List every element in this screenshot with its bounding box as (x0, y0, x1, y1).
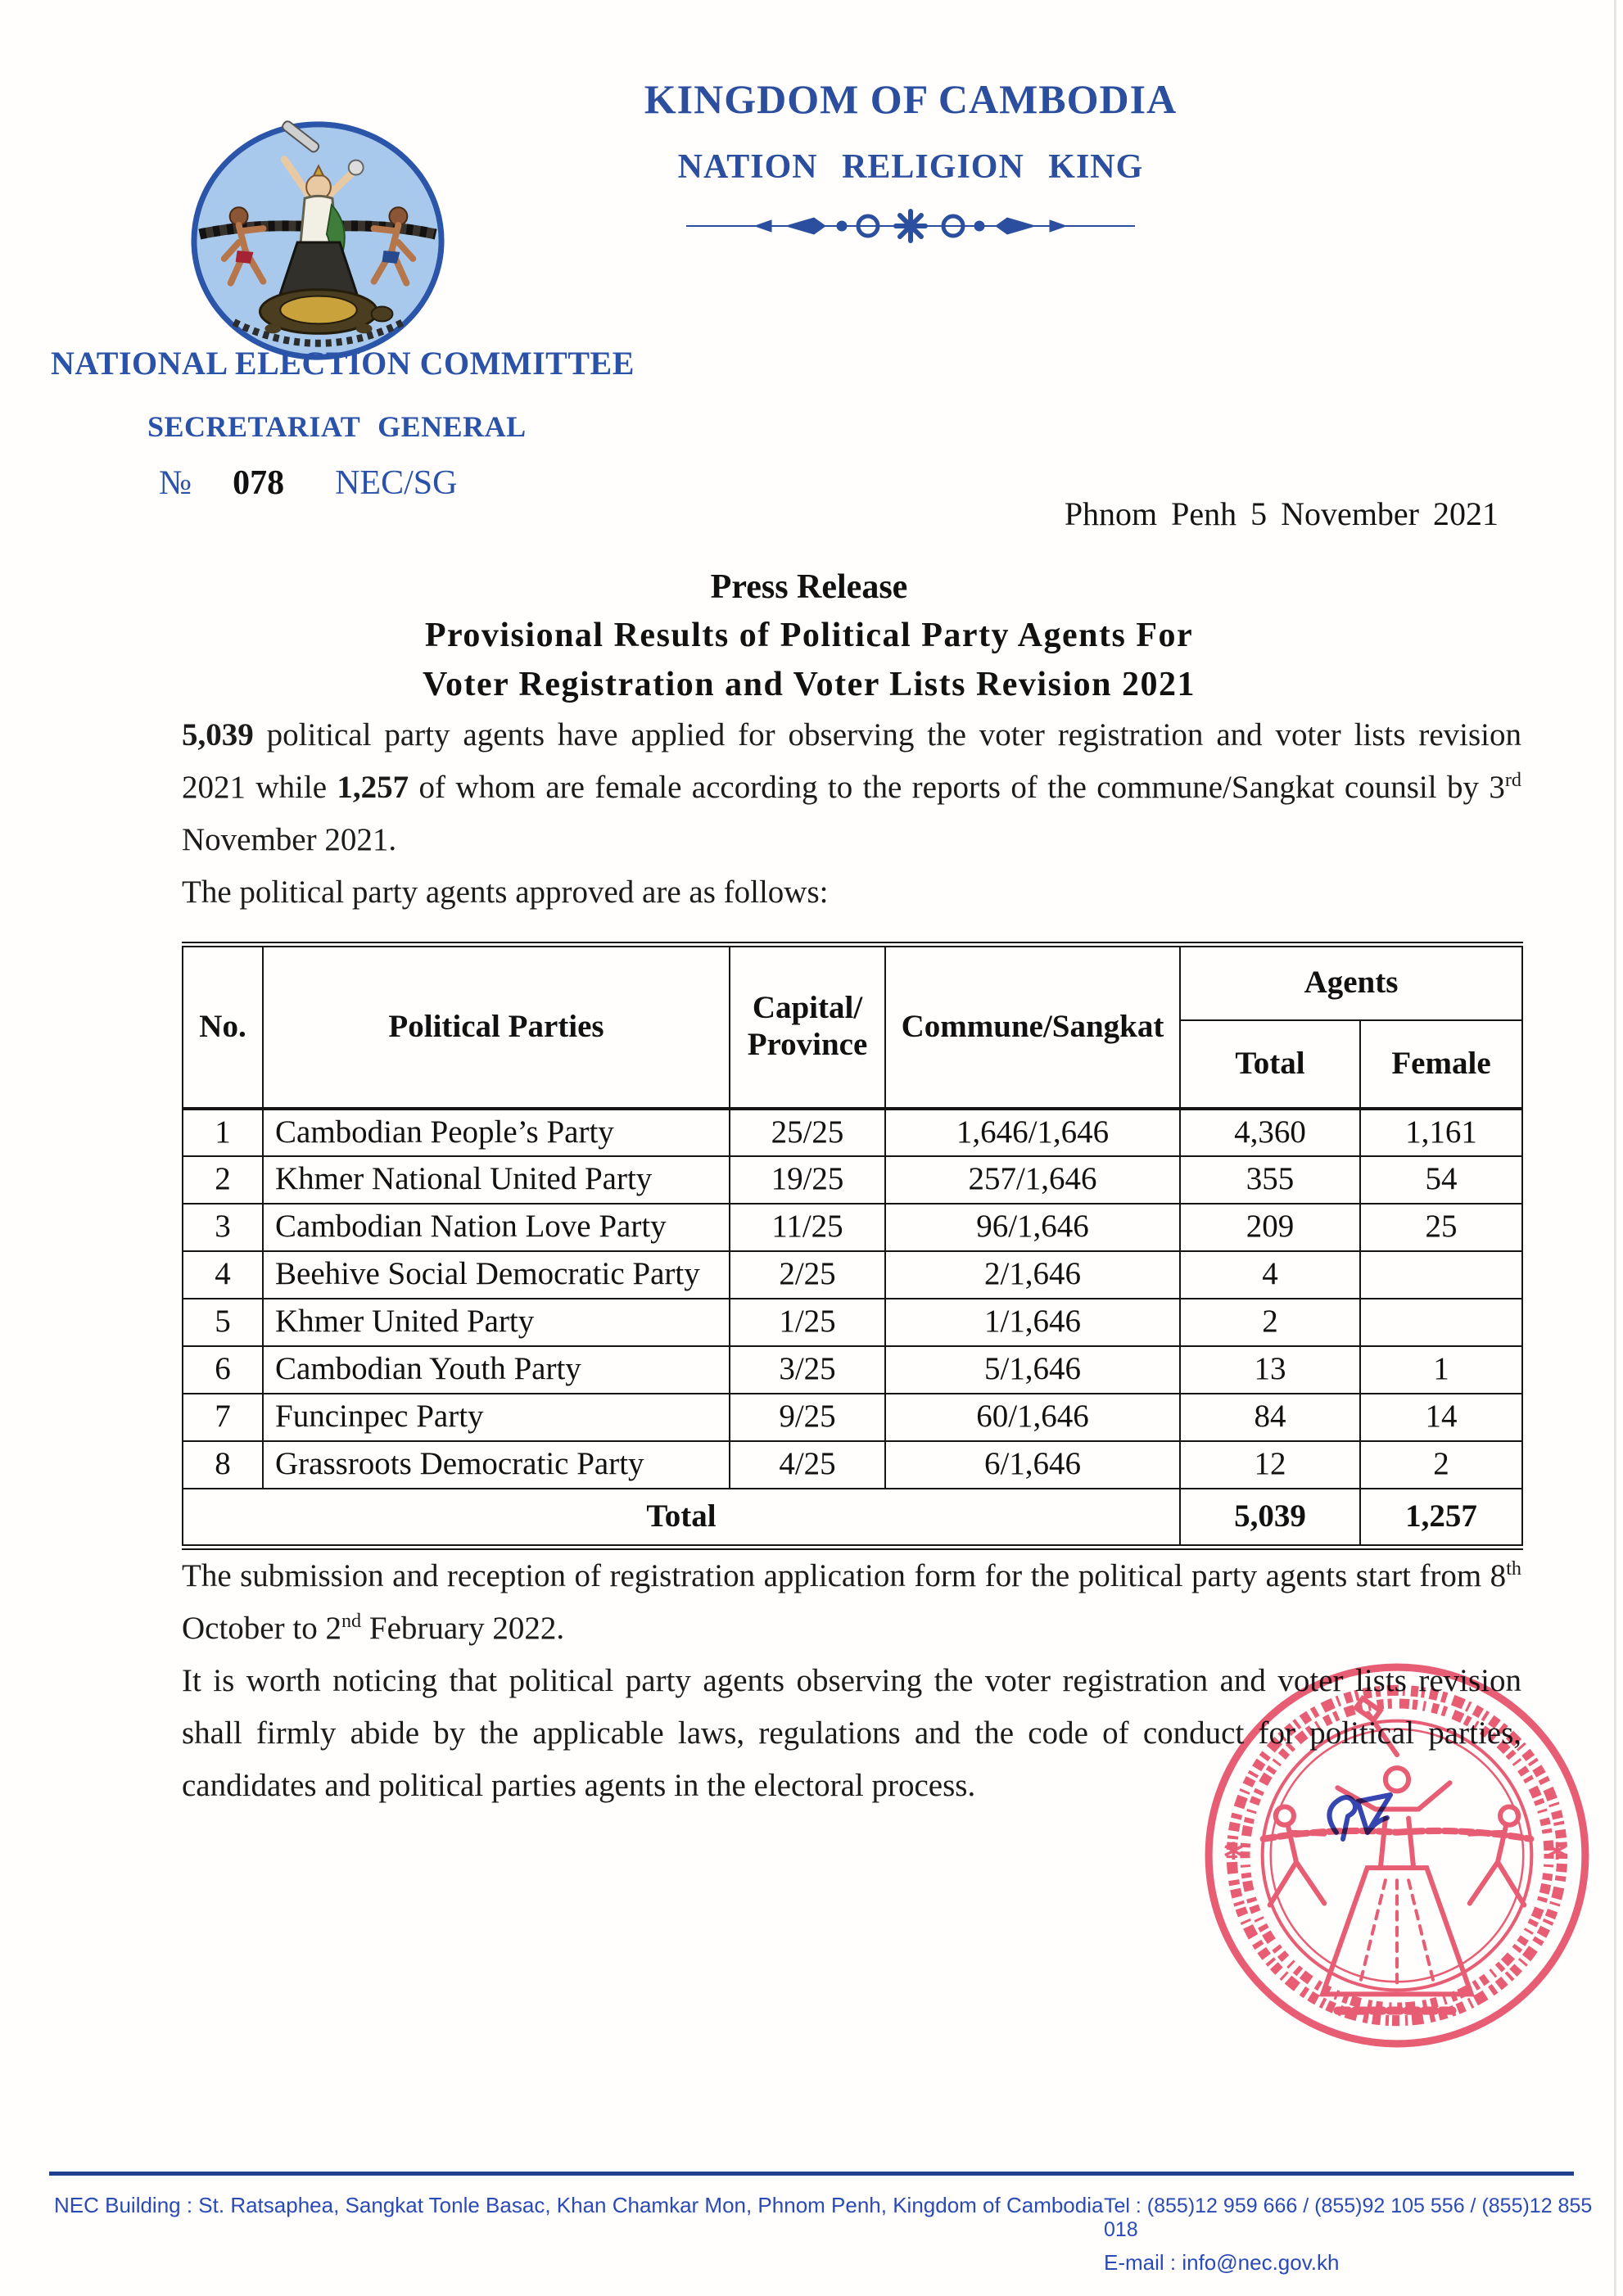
cell-commune: 5/1,646 (885, 1346, 1180, 1394)
cell-female: 1 (1360, 1346, 1522, 1394)
cell-party: Cambodian People’s Party (263, 1109, 730, 1156)
header-block (501, 75, 1320, 248)
total-agents-value: 5,039 (1180, 1489, 1360, 1548)
cell-commune: 2/1,646 (885, 1251, 1180, 1299)
document-number (159, 463, 457, 503)
table-header-row-1 (183, 945, 1522, 1020)
cell-commune: 6/1,646 (885, 1441, 1180, 1489)
cell-commune: 1/1,646 (885, 1299, 1180, 1346)
footer-address: NEC Building : St. Ratsaphea, Sangkat Tonle Basac, Khan Chamkar Mon, Phnom Penh, Kingdom of Cambodia (54, 2193, 1104, 2217)
paragraph-1-text: political party agents have applied for observing the voter registration and voter lists revision 2021 while (182, 717, 1521, 805)
cell-capital: 11/25 (730, 1204, 885, 1251)
cell-female (1360, 1251, 1522, 1299)
paragraph-1-text2: of whom are female according to the reports of the commune/Sangkat counsil by 3 (409, 770, 1505, 805)
cell-party: Khmer United Party (263, 1299, 730, 1346)
table-total-row (183, 1489, 1522, 1548)
ornamental-divider-icon (501, 208, 1320, 248)
total-label: Total (183, 1489, 1180, 1548)
header-total: Total (1180, 1020, 1360, 1109)
cell-female: 2 (1360, 1441, 1522, 1489)
table-row (183, 1251, 1522, 1299)
cell-no: 1 (183, 1109, 263, 1156)
document-body (182, 563, 1521, 1812)
header-female: Female (1360, 1020, 1522, 1109)
header-capital-line1: Capital/ (752, 990, 863, 1026)
cell-commune: 1,646/1,646 (885, 1109, 1180, 1156)
svg-text:*: * (1547, 1835, 1567, 1880)
title-line1: Press Release (710, 568, 908, 606)
cell-total: 13 (1180, 1346, 1360, 1394)
cell-total: 209 (1180, 1204, 1360, 1251)
footer-telephone: Tel : (855)12 959 666 / (855)92 105 556 / (855)12 855 018 (1104, 2194, 1593, 2241)
press-release-title (139, 563, 1479, 709)
header-capital-province (730, 945, 885, 1109)
doc-no-suffix: NEC/SG (335, 464, 458, 502)
doc-no-symbol: № (159, 464, 192, 502)
cell-female: 1,161 (1360, 1109, 1522, 1156)
ordinal-superscript: th (1506, 1557, 1521, 1580)
paragraph-3-text2: October to 2 (182, 1611, 341, 1646)
paragraph-1-text3: November 2021. (182, 822, 397, 857)
party-agents-table (182, 942, 1523, 1550)
cell-female (1360, 1299, 1522, 1346)
cell-female: 25 (1360, 1204, 1522, 1251)
secretariat-title: SECRETARIAT GENERAL (147, 410, 527, 443)
ordinal-superscript: rd (1504, 769, 1521, 791)
kingdom-title: KINGDOM OF CAMBODIA (644, 76, 1178, 122)
agents-female-number: 1,257 (337, 770, 409, 805)
header-no: No. (183, 945, 263, 1109)
cell-female: 14 (1360, 1394, 1522, 1441)
total-female-value: 1,257 (1360, 1489, 1522, 1548)
scan-edge-artifact (1614, 0, 1616, 2296)
cell-capital: 25/25 (730, 1109, 885, 1156)
cell-commune: 60/1,646 (885, 1394, 1180, 1441)
cell-capital: 19/25 (730, 1156, 885, 1204)
table-row (183, 1109, 1522, 1156)
cell-no: 8 (183, 1441, 263, 1489)
cell-no: 5 (183, 1299, 263, 1346)
cell-capital: 2/25 (730, 1251, 885, 1299)
cell-total: 2 (1180, 1299, 1360, 1346)
ordinal-superscript: nd (341, 1610, 362, 1632)
cell-female: 54 (1360, 1156, 1522, 1204)
cell-total: 84 (1180, 1394, 1360, 1441)
cell-capital: 1/25 (730, 1299, 885, 1346)
paragraph-3-text3: February 2022. (361, 1611, 565, 1646)
table-row (183, 1156, 1522, 1204)
nec-emblem-icon (188, 120, 449, 365)
cell-party: Beehive Social Democratic Party (263, 1251, 730, 1299)
header-parties: Political Parties (263, 945, 730, 1109)
title-line3: Voter Registration and Voter Lists Revision 2021 (423, 666, 1196, 703)
title-line2: Provisional Results of Political Party Agents For (424, 617, 1194, 654)
header-capital-line2: Province (747, 1027, 868, 1063)
cell-party: Cambodian Nation Love Party (263, 1204, 730, 1251)
cell-no: 3 (183, 1204, 263, 1251)
cell-party: Grassroots Democratic Party (263, 1441, 730, 1489)
dateline: Phnom Penh 5 November 2021 (1064, 495, 1499, 532)
footer-email: E-mail : info@nec.gov.kh (1104, 2250, 1340, 2275)
cell-party: Khmer National United Party (263, 1156, 730, 1204)
cell-total: 355 (1180, 1156, 1360, 1204)
committee-title: NATIONAL ELECTION COMMITTEE (51, 345, 635, 382)
cell-total: 4 (1180, 1251, 1360, 1299)
footer-rule (49, 2172, 1574, 2176)
paragraph-3 (182, 1550, 1521, 1655)
cell-total: 12 (1180, 1441, 1360, 1489)
table-row (183, 1346, 1522, 1394)
handwritten-initials-icon (1315, 1782, 1405, 1864)
cell-commune: 96/1,646 (885, 1204, 1180, 1251)
cell-no: 4 (183, 1251, 263, 1299)
table-row (183, 1299, 1522, 1346)
table-row (183, 1394, 1522, 1441)
paragraph-4: It is worth noticing that political party agents observing the voter registration and voter lists revision shall firmly abide by the applicable laws, regulations and the code of conduct for political parties, candidates and political parties agents in the electoral process. (182, 1663, 1521, 1803)
paragraph-1 (182, 709, 1521, 866)
header-commune-sangkat: Commune/Sangkat (885, 945, 1180, 1109)
cell-total: 4,360 (1180, 1109, 1360, 1156)
cell-capital: 4/25 (730, 1441, 885, 1489)
header-agents: Agents (1180, 945, 1522, 1020)
cell-capital: 3/25 (730, 1346, 885, 1394)
cell-party: Cambodian Youth Party (263, 1346, 730, 1394)
motto-title: NATION RELIGION KING (677, 148, 1144, 186)
cell-party: Funcinpec Party (263, 1394, 730, 1441)
cell-no: 7 (183, 1394, 263, 1441)
cell-capital: 9/25 (730, 1394, 885, 1441)
doc-no-value: 078 (233, 464, 285, 502)
cell-no: 6 (183, 1346, 263, 1394)
paragraph-3-text: The submission and reception of registration application form for the political party agents start from 8 (182, 1558, 1507, 1593)
svg-text:*: * (1223, 1835, 1244, 1880)
table-row (183, 1441, 1522, 1489)
agents-total-number: 5,039 (182, 717, 254, 753)
table-row (183, 1204, 1522, 1251)
cell-no: 2 (183, 1156, 263, 1204)
cell-commune: 257/1,646 (885, 1156, 1180, 1204)
paragraph-2: The political party agents approved are as follows: (182, 875, 829, 910)
